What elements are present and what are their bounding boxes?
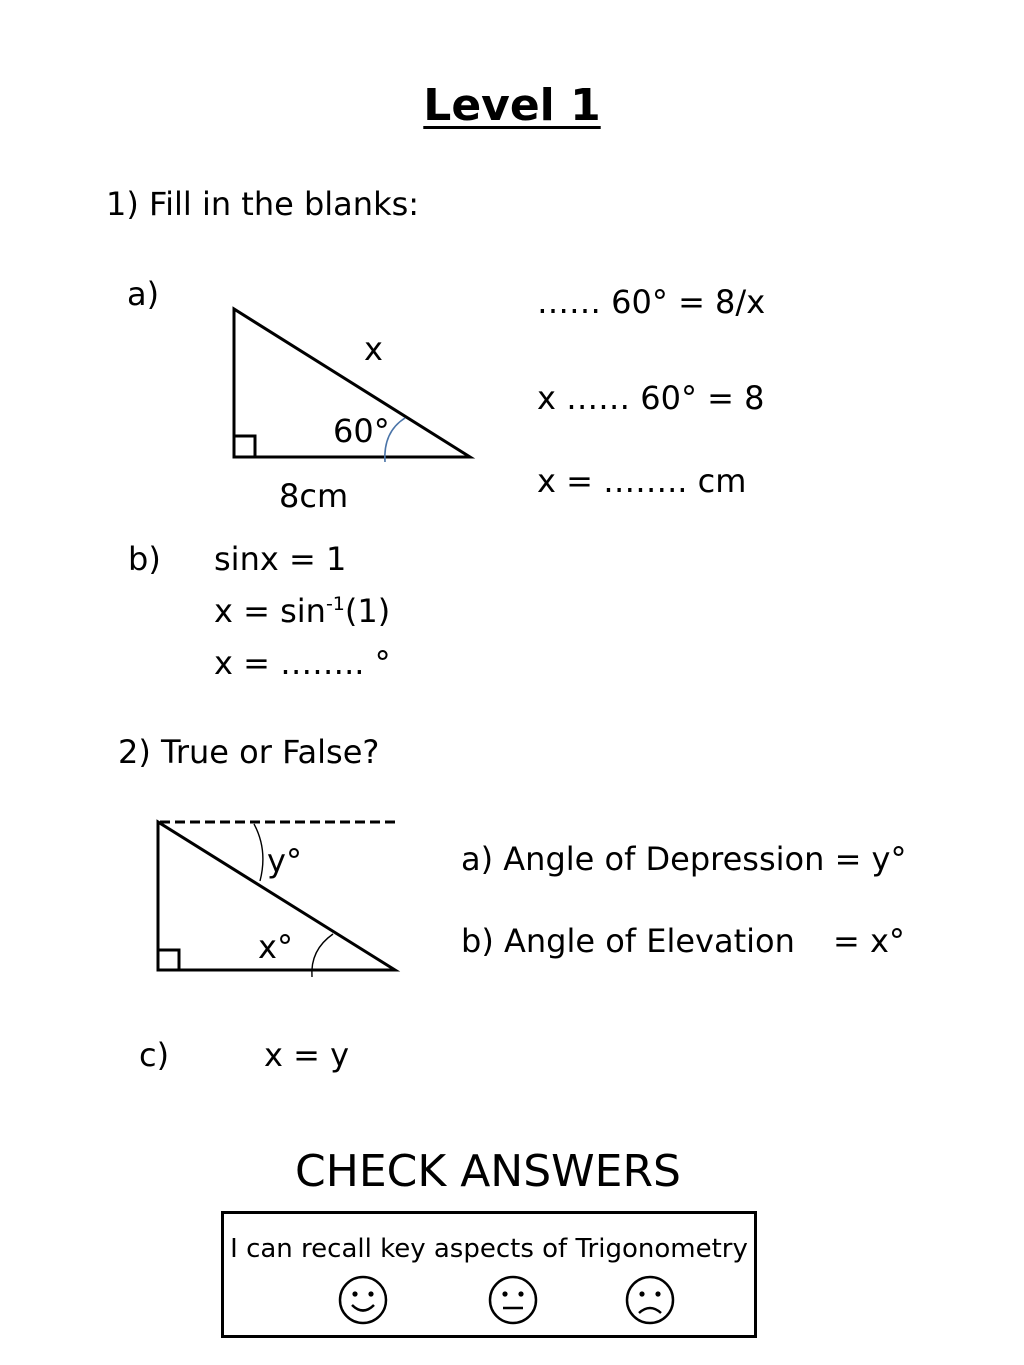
q1b-step-3: x = …….. ° — [214, 644, 391, 682]
angle-arc-y — [254, 824, 263, 881]
q1b-step-1: sinx = 1 — [214, 540, 347, 578]
statement-2a: a) Angle of Depression = y° — [461, 840, 907, 878]
question-1-heading: 1) Fill in the blanks: — [106, 185, 420, 223]
triangle-2-top-angle-label: y° — [267, 842, 302, 880]
self-assessment-box — [221, 1211, 757, 1338]
question-2-heading: 2) True or False? — [118, 733, 380, 771]
triangle-1a-hyp-label: x — [364, 330, 383, 368]
triangle-2-bottom-angle-label: x° — [258, 928, 293, 966]
statement-2b-label: b) Angle of Elevation — [461, 922, 795, 960]
q1a-step-3: x = …….. cm — [537, 462, 747, 500]
page-title-text: Level 1 — [423, 80, 601, 131]
q1a-step-2: x …… 60° = 8 — [537, 379, 765, 417]
statement-2c-value: x = y — [264, 1036, 350, 1074]
smiley-neutral-icon[interactable] — [483, 1270, 543, 1330]
question-1b-label: b) — [128, 540, 161, 578]
self-assessment-statement: I can recall key aspects of Trigonometry — [230, 1234, 748, 1264]
question-1a-label: a) — [127, 275, 160, 313]
statement-2c-label: c) — [139, 1036, 170, 1074]
q1b-step-2-pre: x = sin — [214, 592, 326, 630]
q1b-step-2-sup: -1 — [325, 593, 345, 615]
statement-2b-value: = x° — [833, 922, 905, 960]
triangle-1a-angle-label: 60° — [333, 412, 390, 450]
q1a-step-1: …… 60° = 8/x — [537, 283, 766, 321]
right-angle-marker-2 — [158, 950, 179, 970]
check-answers-heading: CHECK ANSWERS — [295, 1146, 681, 1197]
smiley-sad-icon[interactable] — [620, 1270, 680, 1330]
triangle-1a-base-label: 8cm — [279, 477, 349, 515]
smiley-happy-icon[interactable] — [333, 1270, 393, 1330]
q1b-step-2-post: (1) — [344, 592, 391, 630]
